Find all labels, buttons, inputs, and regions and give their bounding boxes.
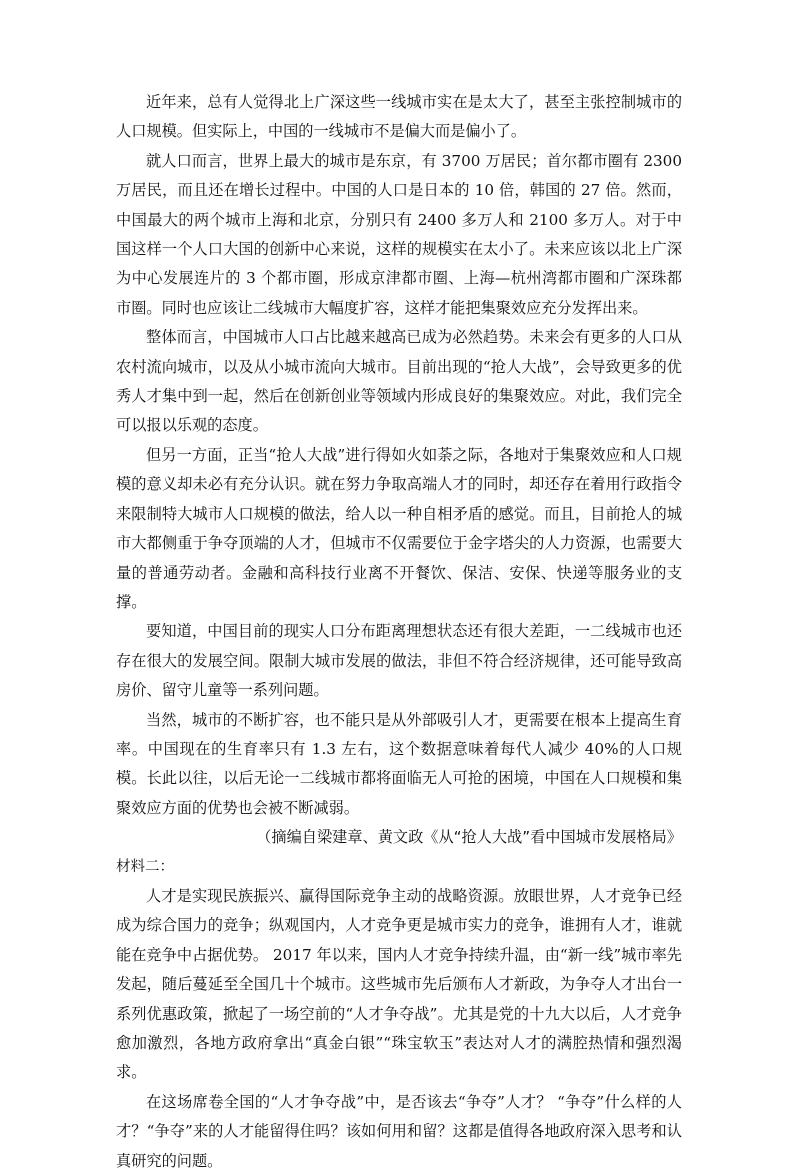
material1-paragraph-1: 近年来，总有人觉得北上广深这些一线城市实在是太大了，甚至主张控制城市的人口规模。但实际上，中国的一线城市不是偏大而是偏小了。: [116, 93, 682, 141]
material1-source-citation: （摘编自梁建章、黄文政《从“抢人大战”看中国城市发展格局》: [256, 828, 682, 847]
document-page: [116, 88, 682, 1176]
material1-paragraph-5: 要知道，中国目前的现实人口分布距离理想状态还有很大差距，一二线城市也还存在很大的发展空间。限制大城市发展的做法，非但不符合经济规律，还可能导致高房价、留守儿童等一系列问题。: [116, 622, 682, 700]
material1-paragraph-3: 整体而言，中国城市人口占比越来越高已成为必然趋势。未来会有更多的人口从农村流向城市，以及从小城市流向大城市。目前出现的“抢人大战”，会导致更多的优秀人才集中到一起，然后在创新创业等领域内形成良好的集聚效应。对此，我们完全可以报以乐观的态度。: [116, 328, 682, 435]
material2-paragraph-2: 在这场席卷全国的“人才争夺战”中，是否该去“争夺”人才？ “争夺”什么样的人才？“争夺”来的人才能留得住吗？该如何用和留？这都是值得各地政府深入思考和认真研究的问题。: [116, 1092, 682, 1170]
material1-paragraph-4: 但另一方面，正当“抢人大战”进行得如火如荼之际，各地对于集聚效应和人口规模的意义却未必有充分认识。就在努力争取高端人才的同时，却还存在着用行政指令来限制特大城市人口规模的做法，给人以一种自相矛盾的感觉。而且，目前抢人的城市大都侧重于争夺顶端的人才，但城市不仅需要位于金字塔尖的人力资源，也需要大量的普通劳动者。金融和高科技行业离不开餐饮、保洁、安保、快递等服务业的支撑。: [116, 445, 682, 611]
material2-paragraph-1: 人才是实现民族振兴、赢得国际竞争主动的战略资源。放眼世界，人才竞争已经成为综合国力的竞争；纵观国内，人才竞争更是城市实力的竞争，谁拥有人才，谁就能在竞争中占据优势。 2017 年以来，国内人才竞争持续升温，由“新一线”城市率先发起，随后蔓延至全国几十个城市。这些城市先后颁布人才新政，为争夺人才出台一系列优惠政策，掀起了一场空前的“人才争夺战”。尤其是党的十九大以后，人才竞争愈加激烈，各地方政府拿出“真金白银”“珠宝软玉”表达对人才的满腔热情和强烈渴求。: [116, 886, 682, 1082]
material1-paragraph-6: 当然，城市的不断扩容，也不能只是从外部吸引人才，更需要在根本上提高生育率。中国现在的生育率只有 1.3 左右，这个数据意味着每代人减少 40%的人口规模。长此以往，以后无论一二线城市都将面临无人可抢的困境，中国在人口规模和集聚效应方面的优势也会被不断减弱。: [116, 710, 682, 817]
material1-paragraph-2: 就人口而言，世界上最大的城市是东京，有 3700 万居民；首尔都市圈有 2300 万居民，而且还在增长过程中。中国的人口是日本的 10 倍，韩国的 27 倍。然而，中国最大的两个城市上海和北京，分别只有 2400 多万人和 2100 多万人。对于中国这样一个人口大国的创新中心来说，这样的规模实在太小了。未来应该以北上广深为中心发展连片的 3 个都市圈，形成京津都市圈、上海—杭州湾都市圈和广深珠都市圈。同时也应该让二线城市大幅度扩容，这样才能把集聚效应充分发挥出来。: [116, 151, 682, 317]
material2-label: 材料二：: [116, 858, 174, 875]
